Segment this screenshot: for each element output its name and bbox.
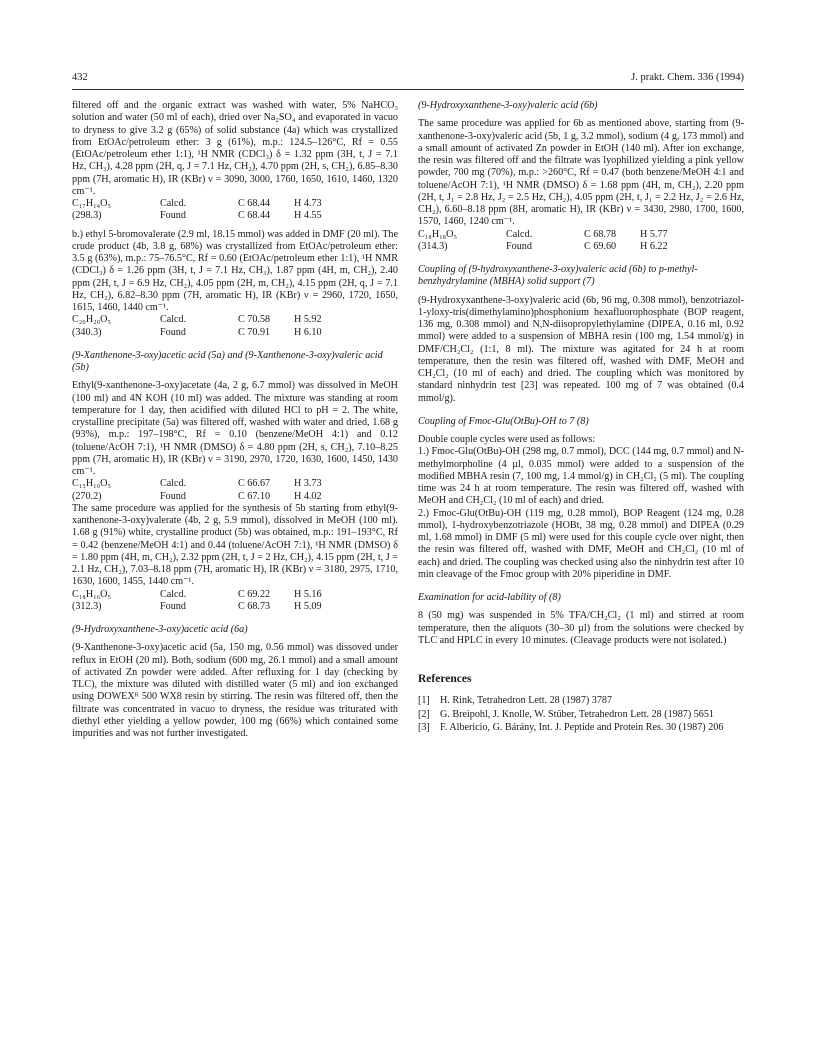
analysis-calcd-label: Calcd. xyxy=(506,228,533,240)
analysis-mw: (314.3) xyxy=(418,240,448,252)
analysis-found-label: Found xyxy=(160,490,186,502)
analysis-found-c: C 69.60 xyxy=(584,240,617,252)
analysis-mw: (270.2) xyxy=(72,490,102,502)
analysis-found-h: H 5.09 xyxy=(294,600,322,612)
analysis-found-label: Found xyxy=(160,210,186,222)
paragraph-cycle-2: 2.) Fmoc-Glu(OtBu)-OH (119 mg, 0.28 mmol), BOP Reagent (124 mg, 0.28 mmol), 1-hydroxybenzotriazole (HOBt, 38 mg, 0.28 mmol) and DIPEA (0.29 ml, 1.68 mmol) in DMF (5 ml) were used for this couple cycle over night, then the resin was filtered off, washed with DMF, MeOH and CH₂Cl₂ (10 ml of each) and dried. The coupling was checked using also the ninhydrin test after 10 min cleavage of the Fmoc group with 20% piperidine in DMF. xyxy=(418,507,744,580)
analysis-calcd-c: C 69.22 xyxy=(238,588,271,600)
journal-citation: J. prakt. Chem. 336 (1994) xyxy=(631,72,744,83)
right-column xyxy=(418,100,744,735)
analysis-found-label: Found xyxy=(160,326,186,338)
elemental-analysis-6b xyxy=(418,229,668,254)
analysis-formula: C₁₇H₁₄O₅ xyxy=(72,198,112,209)
analysis-formula: C₁₅H₁₀O₅ xyxy=(72,478,112,490)
header-rule xyxy=(72,89,744,90)
reference-text: F. Albericio, G. Bárány, Int. J. Peptide and Protein Res. 30 (1987) 206 xyxy=(440,721,724,733)
paragraph-5b: The same procedure was applied for the synthesis of 5b starting from ethyl(9-xanthenone-3-oxy)valerate (4b, 2 g, 5.9 mmol), dissolved in MeOH (100 ml). 1.68 g (91%) white, crystalline product (5b) was obtained, m.p.: 191–193°C, Rf = 0.42 (benzene/MeOH 4:1) and 0.44 (toluene/AcOH 7:1), ¹H NMR (DMSO) δ = 1.80 ppm (4H, m, CH₂), 2.32 ppm (2H, t, J = 2 Hz, CH₂), 4.15 ppm (2H, t, J = 2.1 Hz, CH₂), 7.03–8.18 ppm (7H, aromatic H), IR (KBr) ν = 3180, 2975, 1710, 1630, 1600, 1455, 1440 cm⁻¹. xyxy=(72,502,398,588)
analysis-calcd-h: H 5.77 xyxy=(640,228,668,240)
analysis-found-h: H 6.22 xyxy=(640,240,668,252)
reference-text: H. Rink, Tetrahedron Lett. 28 (1987) 3787 xyxy=(440,695,613,707)
analysis-mw: (312.3) xyxy=(72,600,102,612)
section-heading-6a: (9-Hydroxyxanthene-3-oxy)acetic acid (6a) xyxy=(72,624,248,635)
section-heading-coupling-fmoc: Coupling of Fmoc-Glu(OtBu)-OH to 7 (8) xyxy=(418,415,589,427)
reference-text: G. Breipohl, J. Knolle, W. Stüber, Tetrahedron Lett. 28 (1987) 5651 xyxy=(440,708,714,720)
analysis-calcd-c: C 70.58 xyxy=(238,314,271,326)
analysis-found-label: Found xyxy=(160,600,186,612)
analysis-found-c: C 67.10 xyxy=(238,490,271,502)
paragraph-4b: b.) ethyl 5-bromovalerate (2.9 ml, 18.15 mmol) was added in DMF (20 ml). The crude product (4b, 3.8 g, 68%) was crystallized from EtOAc/petroleum ether: 3.5 g (63%), m.p.: 75–76.5°C, Rf = 0.60 (EtOAc/petroleum ether 1:1), ¹H NMR (CDCl₃) δ = 1.26 ppm (3H, t, J = 7.1 Hz, CH₃), 1.87 ppm (4H, m, CH₂), 2.40 ppm (2H, t, J = 6.9 Hz, CH₂), 4.05 ppm (2H, m, CH₂), 4.15 ppm (2H, q, J = 7.1 Hz, CH₂), 6.82–8.30 ppm (7H, aromatic H), IR (KBr) ν = 2960, 1720, 1650, 1615, 1460, 1440 cm⁻¹. xyxy=(72,228,398,313)
analysis-mw: (340.3) xyxy=(72,326,102,338)
left-column xyxy=(72,100,398,740)
running-header xyxy=(72,72,744,88)
reference-number: [1] xyxy=(418,695,430,707)
analysis-calcd-h: H 3.73 xyxy=(294,478,322,490)
analysis-found-h: H 6.10 xyxy=(294,326,322,338)
section-heading-acid-lability: Examination for acid-lability of (8) xyxy=(418,592,561,603)
analysis-calcd-c: C 68.44 xyxy=(238,198,271,209)
paragraph-4a-continuation: filtered off and the organic extract was washed with water, 5% NaHCO₃ solution and water (50 ml of each), dried over Na₂SO₄ and evaporated in vacuo to dryness to give 3.2 g (65%) of solid substance (4a) which was crystallized from EtOAc/petroleum ether: 3 g (61%), m.p.: 124.5–126°C, Rf = 0.55 (EtOAc/petroleum ether 1:1), ¹H NMR (CDCl₃) δ = 1.32 ppm (3H, t, J = 7.1 Hz, CH₃), 4.28 ppm (2H, q, J = 7.1 Hz, CH₂), 4.70 ppm (2H, s, CH₂), 6.85–8.30 ppm (7H, aromatic H), IR (KBr) ν = 3090, 3000, 1760, 1650, 1610, 1460, 1320 cm⁻¹. xyxy=(72,100,398,197)
paragraph-6a: (9-Xanthenone-3-oxy)acetic acid (5a, 150 mg, 0.56 mmol) was dissoved under reflux in EtOH (20 ml). Both, sodium (600 mg, 26.1 mmol) and a small amount of activated Zn powder were added. After refluxing for 1 day (checking by TLC), the mixture was diluted with distilled water (5 ml) and ion exchanged using DOWEXᴿ 500 WX8 resin by stirring. The resin was filtered off, then the filtrate was concentrated in vacuo to dryness, the residue was triturated with diethyl ether yielding a yellow powder, 100 mg (66%) which contained some impurities and was not further investigated. xyxy=(72,642,398,739)
section-heading-6b: (9-Hydroxyxanthene-3-oxy)valeric acid (6b) xyxy=(418,100,598,111)
elemental-analysis-4b xyxy=(72,314,322,339)
section-heading-5a-5b: (9-Xanthenone-3-oxy)acetic acid (5a) and (9-Xanthenone-3-oxy)valeric acid (5b) xyxy=(72,349,383,373)
paragraph-double-couple: Double couple cycles were used as follows: xyxy=(418,434,596,445)
analysis-found-c: C 68.73 xyxy=(238,600,271,612)
analysis-calcd-h: H 5.16 xyxy=(294,588,322,600)
reference-item xyxy=(418,695,744,707)
section-heading-coupling-6b: Coupling of (9-hydroxyxanthene-3-oxy)valeric acid (6b) to p-methyl-benzhydrylamine (MBHA) solid support (7) xyxy=(418,264,698,288)
analysis-calcd-h: H 4.73 xyxy=(294,198,322,209)
analysis-found-h: H 4.02 xyxy=(294,490,322,502)
page-number: 432 xyxy=(72,72,88,83)
paragraph-coupling-6b: (9-Hydroxyxanthene-3-oxy)valeric acid (6b, 96 mg, 0.308 mmol), benzotriazol-1-yloxy-tris(dimethylamino)phosphonium hexafluorophosphate (BOP reagent, 136 mg, 0.308 mmol) and N,N-diisopropylethylamine (DIPEA, 0.16 ml, 0.92 mmol) were added to a suspension of MBHA resin (100 mg, 1.54 mmol/g) in DMF/CH₂Cl₂ (1:1, 8 ml). The mixture was agitated for 24 h at room temperature, then the resin was filtered off, washed with DMF, MeOH and CH₂Cl₂ (10 ml of each) and dried. The coupling which was monitored by standard ninhydrin test [23] was repeated. 100 mg of 7 was obtained (0.4 mmol/g). xyxy=(418,294,744,404)
analysis-found-label: Found xyxy=(506,240,532,252)
paragraph-6b: The same procedure was applied for 6b as mentioned above, starting from (9-xanthenone-3-oxy)valeric acid (5b, 1 g, 3.2 mmol), sodium (4 g, 173 mmol) and a small amount of activated Zn powder in EtOH (140 ml). After ion exchange, the resin was filtered off and the filtrate was lyophilized yielding a pink yellow powder, 700 mg (70%), m.p.: >260°C, Rf = 0.47 (both benzene/MeOH 4:1 and toluene/AcOH 7:1), ¹H NMR (DMSO) δ = 1.68 ppm (4H, m, CH₂), 2.20 ppm (2H, t, J₁ = 2.8 Hz, J₂ = 2.5 Hz, CH₂), 4.05 ppm (2H, t, J₁ = 2.2 Hz, J₂ = 2.6 Hz, CH₂), 6.60–8.18 ppm (8H, aromatic H), IR (KBr) ν = 3430, 2980, 1700, 1600, 1570, 1460, 1240 cm⁻¹. xyxy=(418,118,744,228)
analysis-formula: C₁₈H₁₆O₅ xyxy=(72,588,112,600)
references-heading: References xyxy=(418,673,472,685)
analysis-found-c: C 68.44 xyxy=(238,210,271,222)
analysis-calcd-label: Calcd. xyxy=(160,198,187,209)
analysis-calcd-label: Calcd. xyxy=(160,314,187,326)
analysis-calcd-label: Calcd. xyxy=(160,478,187,490)
analysis-calcd-h: H 5.92 xyxy=(294,314,322,326)
elemental-analysis-5b xyxy=(72,589,322,614)
paragraph-acid-lability: 8 (50 mg) was suspended in 5% TFA/CH₂Cl₂ (1 ml) and stirred at room temperature, then the aliquots (30–30 µl) from the solutions were checked by TLC and HPLC in every 10 minutes. (Cleavage products were not isolated.) xyxy=(418,610,744,646)
analysis-found-c: C 70.91 xyxy=(238,326,271,338)
reference-number: [2] xyxy=(418,708,430,720)
paragraph-cycle-1: 1.) Fmoc-Glu(OtBu)-OH (298 mg, 0.7 mmol), DCC (144 mg, 0.7 mmol) and N-methylmorpholine (4 µl, 0.035 mmol) were added to a suspension of the modified MBHA resin (7, 100 mg, 1.4 mmol/g) in CH₂Cl₂ (5 ml). The coupling time was 24 h at room temperature. The resin was filtered off, washed with MeOH and CH₂Cl₂ (10 ml of each) and dried. xyxy=(418,446,744,507)
reference-item xyxy=(418,722,744,734)
analysis-formula: C₂₀H₂₀O₅ xyxy=(72,314,112,326)
reference-number: [3] xyxy=(418,721,430,733)
elemental-analysis-4a xyxy=(72,198,322,223)
analysis-calcd-c: C 68.78 xyxy=(584,228,617,240)
analysis-formula: C₁₈H₁₈O₅ xyxy=(418,228,458,240)
elemental-analysis-5a xyxy=(72,478,322,503)
analysis-calcd-label: Calcd. xyxy=(160,588,187,600)
reference-item xyxy=(418,709,744,721)
analysis-calcd-c: C 66.67 xyxy=(238,478,271,490)
analysis-mw: (298.3) xyxy=(72,210,102,222)
paragraph-5a: Ethyl(9-xanthenone-3-oxy)acetate (4a, 2 g, 6.7 mmol) was dissolved in MeOH (100 ml) and 4N KOH (10 ml) was added. The mixture was standing at room temperature for 1 day, then acidified with diluted HCl to pH = 2. The white, crystalline precipitate (5a) was filtered off, washed with water and dried, 1.68 g (93%), m.p.: 197–198°C, Rf = 0.10 (benzene/MeOH 4:1) and 0.12 (toluene/AcOH 7:1), ¹H NMR (DMSO) δ = 4.80 ppm (2H, s, CH₂), 7.10–8.25 ppm (7H, aromatic H), IR (KBr) ν = 3190, 2970, 1720, 1630, 1600, 1450, 1430 cm⁻¹. xyxy=(72,380,398,477)
analysis-found-h: H 4.55 xyxy=(294,210,322,222)
